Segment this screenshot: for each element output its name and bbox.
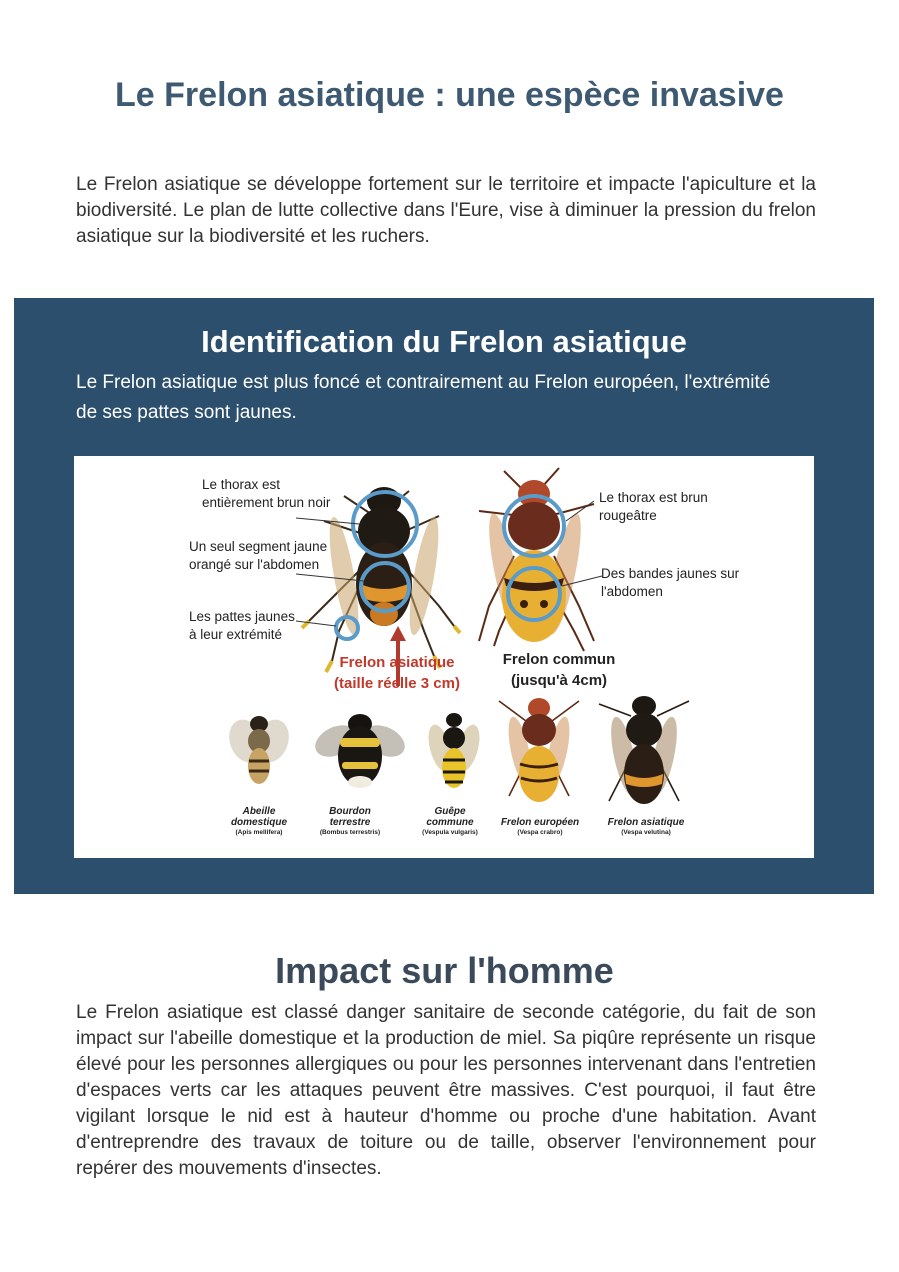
identification-title: Identification du Frelon asiatique xyxy=(201,324,687,359)
bumblebee-illustration xyxy=(310,714,410,788)
label-thorax-common: Le thorax est brun rougeâtre xyxy=(599,490,708,523)
species-label-european-hornet: Frelon européen (Vespa crabro) xyxy=(500,817,580,836)
page-title: Le Frelon asiatique : une espèce invasive xyxy=(115,76,784,114)
european-hornet-illustration xyxy=(499,698,579,802)
species-label-wasp: Guêpe commune (Vespula vulgaris) xyxy=(422,806,478,836)
identification-panel xyxy=(14,298,874,894)
label-legs: Les pattes jaunes à leur extrémité xyxy=(189,609,295,642)
impact-paragraph: Le Frelon asiatique est classé danger sanitaire de seconde catégorie, du fait de son impact sur l'abeille domestique et la production de miel. Sa piqûre représente un risque élevé pour les personnes allergiques ou pour les personnes intervenant dans l'entretien d'espaces verts car les attaques peuvent être massives. C'est pourquoi, il faut être vigilant lorsque le nid est à hauteur d'homme ou proche d'une habitation. Avant d'entreprendre des travaux de toiture ou de taille, observer l'environnement pour repérer des mouvements d'insectes. xyxy=(76,1002,816,1179)
common-hornet-illustration xyxy=(479,468,594,651)
intro-paragraph: Le Frelon asiatique se développe fortement sur le territoire et impacte l'apiculture et la biodiversité. Le plan de lutte collective dans l'Eure, vise à diminuer la pression du frelon asiatique sur la biodiversité et les ruchers. xyxy=(76,174,816,247)
bee-illustration xyxy=(223,715,294,784)
label-thorax-asian: Le thorax est entièrement brun noir xyxy=(202,477,331,510)
asian-hornet-small-illustration xyxy=(599,696,689,804)
asian-hornet-illustration xyxy=(302,487,460,672)
impact-title: Impact sur l'homme xyxy=(275,950,614,991)
wasp-illustration xyxy=(424,713,484,788)
caption-asian-hornet: Frelon asiatique (taille réelle 3 cm) xyxy=(334,654,460,692)
species-label-bumblebee: Bourdon terrestre (Bombus terrestris) xyxy=(319,806,381,836)
label-segment: Un seul segment jaune orangé sur l'abdomen xyxy=(189,539,328,572)
species-label-asian-hornet: Frelon asiatique (Vespa velutina) xyxy=(607,817,685,836)
hornet-identification-figure xyxy=(74,456,814,858)
identification-text: Le Frelon asiatique est plus foncé et contrairement au Frelon européen, l'extrémité de ses pattes sont jaunes. xyxy=(76,372,771,423)
species-label-bee: Abeille domestique (Apis mellifera) xyxy=(230,806,288,836)
caption-common-hornet: Frelon commun (jusqu'à 4cm) xyxy=(502,651,616,689)
label-bands: Des bandes jaunes sur l'abdomen xyxy=(601,566,740,599)
